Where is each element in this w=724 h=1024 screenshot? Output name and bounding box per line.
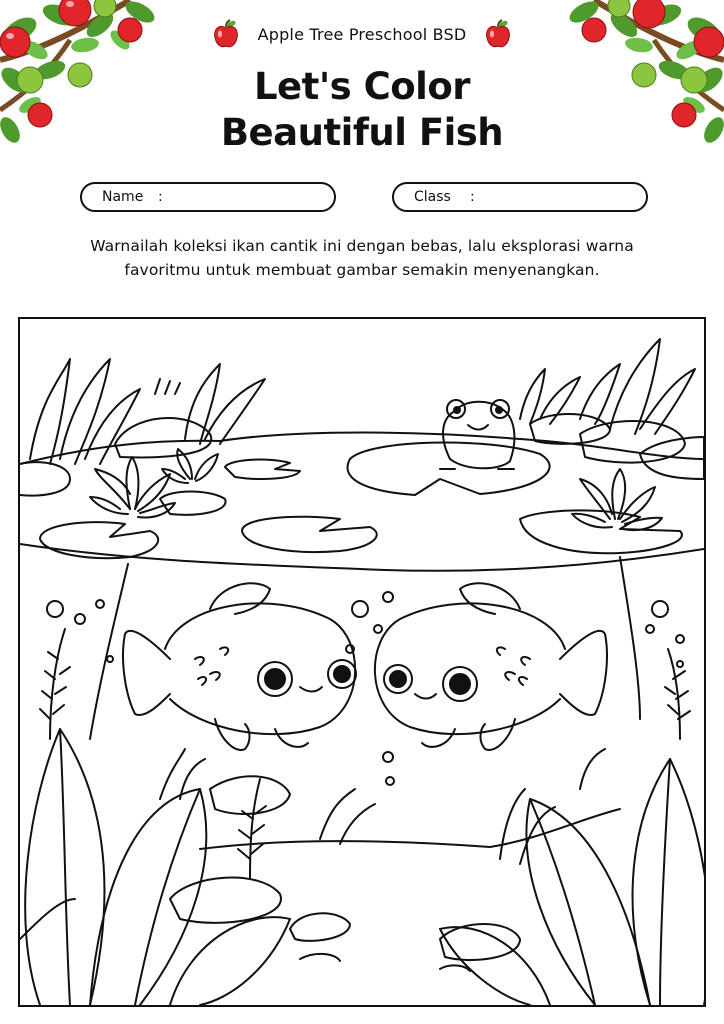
name-field[interactable] [80, 182, 336, 212]
grass-left-illustration [30, 359, 265, 464]
grass-right-illustration [520, 339, 695, 434]
school-header [0, 18, 724, 50]
lily-stem-right [620, 557, 640, 719]
title-line-2: Beautiful Fish [220, 111, 504, 154]
class-field[interactable] [392, 182, 648, 212]
fish-left-illustration [123, 583, 356, 750]
class-colon: : [470, 189, 475, 205]
bubbles-illustration [47, 592, 684, 785]
name-colon: : [158, 189, 163, 205]
class-label: Class [414, 189, 451, 205]
title-line-1: Let's Color [253, 65, 470, 108]
school-name: Apple Tree Preschool BSD [257, 24, 467, 44]
fish-right-illustration [375, 583, 607, 750]
name-label: Name [102, 189, 144, 205]
coloring-illustration[interactable] [18, 317, 706, 1007]
instructions-line-1: Warnailah koleksi ikan cantik ini dengan bebas, lalu eksplorasi warna [90, 237, 634, 255]
instructions-line-2: favoritmu untuk membuat gambar semakin menyenangkan. [124, 261, 600, 279]
instructions [40, 234, 684, 282]
pond-outline [20, 433, 704, 465]
pond-floor-illustration [170, 776, 620, 971]
apple-icon [484, 19, 512, 49]
apple-icon [212, 19, 240, 49]
page-title [0, 64, 724, 156]
leaves-right-illustration [440, 759, 704, 1005]
